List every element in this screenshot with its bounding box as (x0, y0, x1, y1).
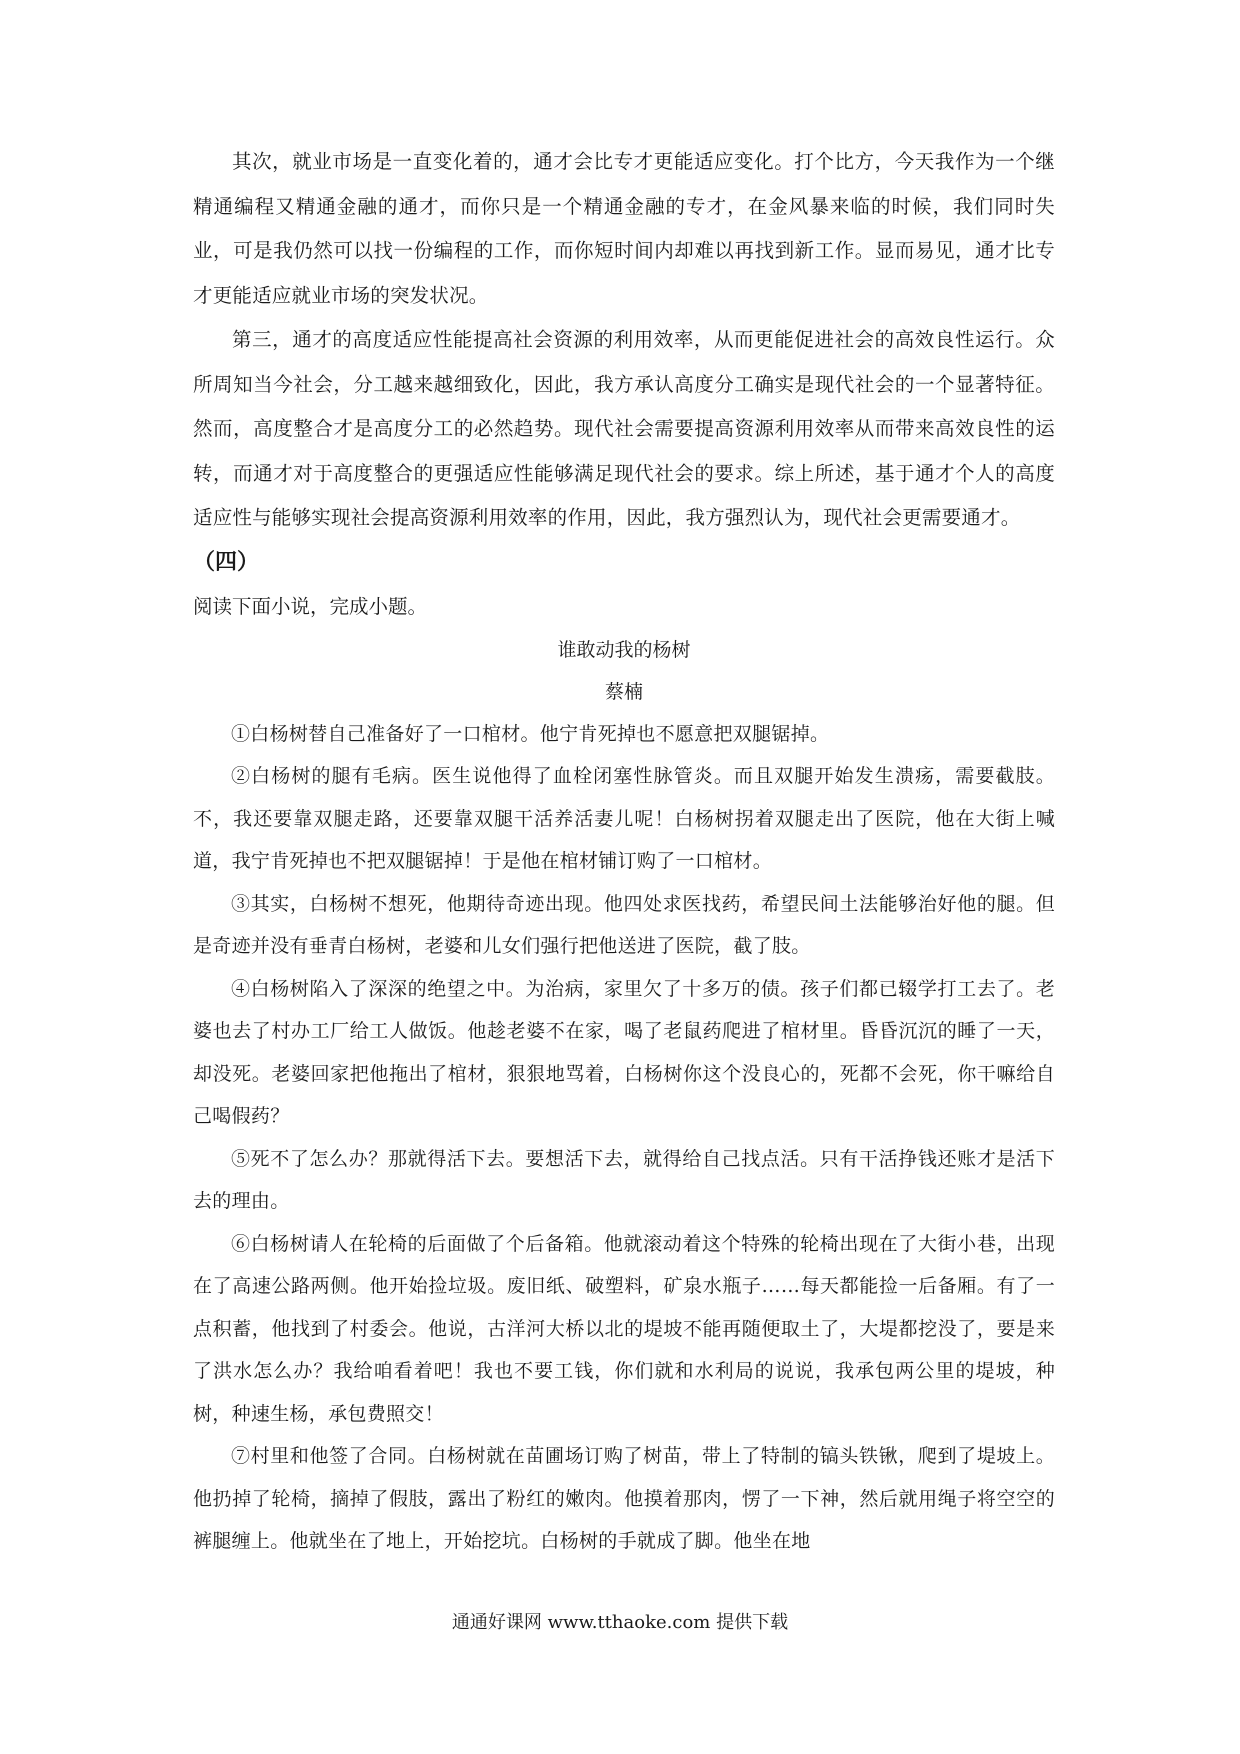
story-paragraph: ⑥白杨树请人在轮椅的后面做了个后备箱。他就滚动着这个特殊的轮椅出现在了大街小巷，出现在了高速公路两侧。他开始捡垃圾。废旧纸、破塑料，矿泉水瓶子……每天都能捡一后备厢。有了一点积蓄，他找到了村委会。他说，古洋河大桥以北的堤坡不能再随便取土了，大堤都挖没了，要是来了洪水怎么办？我给咱看着吧！我也不要工钱，你们就和水利局的说说，我承包两公里的堤坡，种树，种速生杨，承包费照交！ (193, 1232, 1055, 1425)
story-paragraph: ①白杨树替自己准备好了一口棺材。他宁肯死掉也不愿意把双腿锯掉。 (231, 722, 830, 745)
story-paragraph: ⑤死不了怎么办？那就得活下去。要想活下去，就得给自己找点活。只有干活挣钱还账才是活下去的理由。 (193, 1147, 1055, 1212)
story-author: 蔡楠 (604, 680, 643, 703)
story-paragraph: ④白杨树陷入了深深的绝望之中。为治病，家里欠了十多万的债。孩子们都已辍学打工去了。老婆也去了村办工厂给工人做饭。他趁老婆不在家，喝了老鼠药爬进了棺材里。昏昏沉沉的睡了一天，却没死。老婆回家把他拖出了棺材，狠狠地骂着，白杨树你这个没良心的，死都不会死，你干嘛给自己喝假药？ (193, 977, 1055, 1127)
document-page (193, 140, 1055, 1563)
reading-instruction: 阅读下面小说，完成小题。 (193, 594, 428, 618)
story-title: 谁敢动我的杨树 (557, 638, 691, 661)
story-paragraph: ⑦村里和他签了合同。白杨树就在苗圃场订购了树苗，带上了特制的镐头铁锹，爬到了堤坡上。他扔掉了轮椅，摘掉了假肢，露出了粉红的嫩肉。他摸着那肉，愣了一下神，然后就用绳子将空空的裤腿缠上。他就坐在了地上，开始挖坑。白杨树的手就成了脚。他坐在地 (193, 1445, 1055, 1552)
essay-paragraph: 第三，通才的高度适应性能提高社会资源的利用效率，从而更能促进社会的高效良性运行。众所周知当今社会，分工越来越细致化，因此，我方承认高度分工确实是现代社会的一个显著特征。然而，高度整合才是高度分工的必然趋势。现代社会需要提高资源利用效率从而带来高效良性的运转，而通才对于高度整合的更强适应性能够满足现代社会的要求。综上所述，基于通才个人的高度适应性与能够实现社会提高资源利用效率的作用，因此，我方强烈认为，现代社会更需要通才。 (193, 328, 1055, 529)
page-footer: 通通好课网 www.tthaoke.com 提供下载 (451, 1612, 789, 1633)
story-paragraph: ②白杨树的腿有毛病。医生说他得了血栓闭塞性脉管炎。而且双腿开始发生溃疡，需要截肢。不，我还要靠双腿走路，还要靠双腿干活养活妻儿呢！白杨树拐着双腿走出了医院，他在大街上喊道，我宁肯死掉也不把双腿锯掉！于是他在棺材铺订购了一口棺材。 (193, 765, 1055, 872)
section-heading: （四） (193, 549, 260, 575)
essay-paragraph: 其次，就业市场是一直变化着的，通才会比专才更能适应变化。打个比方，今天我作为一个继精通编程又精通金融的通才，而你只是一个精通金融的专才，在金风暴来临的时候，我们同时失业，可是我仍然可以找一份编程的工作，而你短时间内却难以再找到新工作。显而易见，通才比专才更能适应就业市场的突发状况。 (193, 150, 1055, 307)
story-paragraph: ③其实，白杨树不想死，他期待奇迹出现。他四处求医找药，希望民间土法能够治好他的腿。但是奇迹并没有垂青白杨树，老婆和儿女们强行把他送进了医院，截了肢。 (193, 892, 1055, 957)
